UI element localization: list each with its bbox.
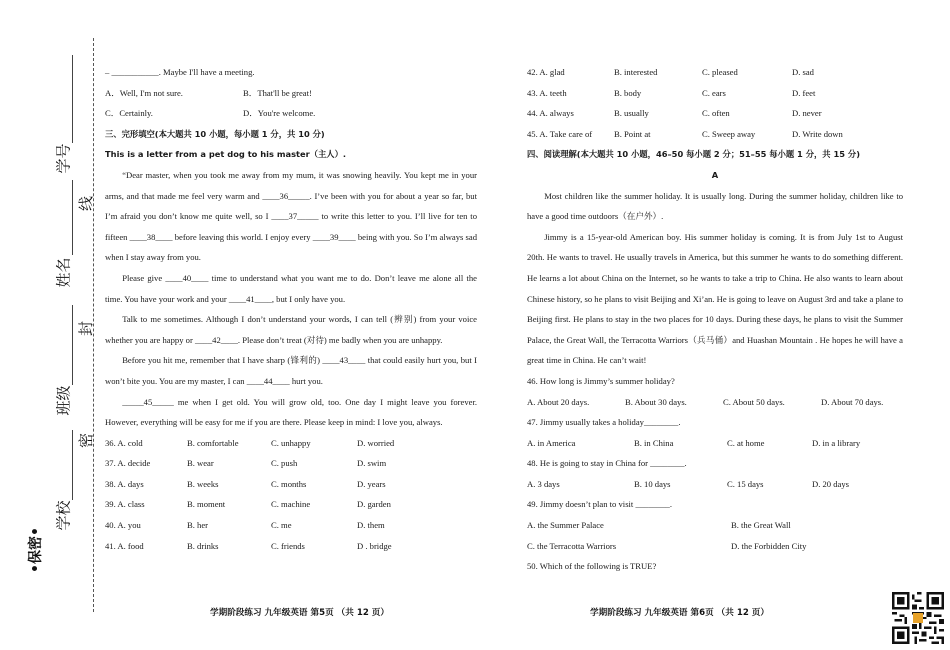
margin-seal-mi: 密 [77,432,96,449]
option-a: 43. A. teeth [527,87,567,98]
cloze-paragraph: Before you hit me, remember that I have sharp (锋利的) ____43____ that could easily hurt you, but I won’t bite you. You are my master, I can ____44____ hurt you. [105,355,477,386]
question-49-options [527,536,903,557]
option-c: C. 15 days [727,478,764,489]
option-b: B. body [614,87,642,98]
cloze-options-42 [527,62,903,83]
cloze-options-40 [105,515,477,536]
class-fill-line [72,305,73,385]
option-d: D. in a library [812,437,861,448]
option-d: D. the Forbidden City [731,540,807,551]
binding-margin [0,0,95,650]
option-b: B. her [187,520,209,531]
option-b: B. weeks [187,478,219,489]
option-a: 45. A. Take care of [527,128,593,139]
page-5-column [105,62,477,556]
option-c: C．Certainly. [105,108,153,119]
option-b: B. About 30 days. [625,396,687,407]
option-a: A. 3 days [527,478,560,489]
qr-code-icon [892,592,944,644]
option-c: C. machine [271,499,311,510]
page-5-footer: 学期阶段练习 九年级英语 第5页 （共 12 页） [210,608,389,618]
margin-seal-xian: 线 [77,195,96,212]
option-a: 40. A. you [105,520,141,531]
question-50: 50. Which of the following is TRUE? [527,561,657,572]
option-c: C. unhappy [271,437,311,448]
question-49: 49. Jimmy doesn’t plan to visit ________. [527,499,672,510]
question-48: 48. He is going to stay in China for ________. [527,458,687,469]
name-fill-line [72,180,73,255]
option-a: 44. A. always [527,108,574,119]
option-d: D. feet [792,87,816,98]
option-b: B．That'll be great! [243,87,312,98]
option-d: D. years [357,478,386,489]
option-c: C. friends [271,540,305,551]
passage-label: A [711,169,719,180]
letter-intro: This is a letter from a pet dog to his master（主人）. [105,149,347,160]
option-b: B. wear [187,458,214,469]
school-fill-line [72,430,73,500]
option-c: C. at home [727,437,765,448]
reading-paragraph: Jimmy is a 15-year-old American boy. His summer holiday is coming. It is from July 1st to August 20th. He wants to travel. He usually travels in America, but this summer he wants to do something different. He learns a lot about China on the Internet, so he wants to take a trip to China. He also wants to learn about Chinese history, so he plans to visit Beijing and Xi’an. He is going to leave on August 3rd and take a plane to Beijing first. He plans to stay in the two places for 10 days. During these days, he plans to visit the Summer Palace, the Great Wall, the Terracotta Warriors（兵马俑）and Huashan Mountain . He hopes he will have a great time in China. He can’t wait! [527,231,903,366]
option-b: B. Point at [614,128,651,139]
option-b: B. drinks [187,540,219,551]
cloze-options-36 [105,433,477,454]
question-options-row [105,83,477,104]
page-6-column [527,62,903,577]
cloze-paragraph: Please give ____40____ time to understand what you want me to do. Don’t leave me alone all the time. You have your work and your ____41____, but I only have you. [105,272,477,304]
student-no-fill-line [72,55,73,143]
page-6-footer: 学期阶段练习 九年级英语 第6页 （共 12 页） [590,608,769,618]
question-46: 46. How long is Jimmy’s summer holiday? [527,375,675,386]
margin-seal-feng: 封 [77,320,96,337]
option-d: D. 20 days [812,478,849,489]
option-a: A．Well, I'm not sure. [105,87,183,98]
section-3-title: 三、完形填空(本大题共 10 小题，每小题 1 分，共 10 分) [105,128,325,139]
option-d: D. them [357,520,385,531]
margin-class-label: 班级 [54,385,73,416]
option-d: D . bridge [357,540,392,551]
question-47-options [527,433,903,454]
option-c: C. often [702,108,730,119]
option-a: 37. A. decide [105,458,151,469]
option-d: D. About 70 days. [821,396,884,407]
margin-name-label: 姓名 [54,257,73,288]
option-b: B. usually [614,108,649,119]
option-d: D. garden [357,499,391,510]
cloze-paragraph: “Dear master, when you took me away from my mum, it was snowing heavily. You kept me in your arms, and that made me feel very warm and ____36_____. I’ve been with you for about a year so far, but I’m afraid you don’t know me quite well, so I ____37_____ to write this letter to you. I’ll live for ten to fifteen ____38____ before leaving this world. I enjoy every ____39____ being with you. So I’m always sad when I stay away from you. [105,169,477,263]
option-b: B. moment [187,499,226,510]
option-c: C. ears [702,87,726,98]
question-47: 47. Jimmy usually takes a holiday________. [527,417,681,428]
cloze-options-37 [105,453,477,474]
option-c: C. the Terracotta Warriors [527,540,617,551]
section-4-title: 四、阅读理解(本大题共 10 小题，46–50 每小题 2 分；51–55 每小题 1 分，共 15 分) [527,149,861,160]
cloze-paragraph: _____45_____ me when I get old. You will grow old, too. One day I might leave you forever. However, everything will be easy for me if you are there. Please keep in mind: I love you, always. [105,396,477,428]
option-c: C. pleased [702,67,738,77]
cloze-options-44 [527,103,903,124]
cloze-options-39 [105,494,477,515]
option-d: D. swim [357,458,387,469]
option-c: C. push [271,458,298,469]
question-49-options [527,515,903,536]
option-c: C. me [271,520,292,531]
cloze-options-41 [105,536,477,557]
option-d: D. sad [792,67,814,77]
option-d: D. never [792,108,822,119]
cloze-options-38 [105,474,477,495]
seal-cut-line [93,38,94,612]
option-b: B. comfortable [187,437,239,448]
option-a: 39. A. class [105,499,145,510]
option-a: A. About 20 days. [527,396,590,407]
option-c: C. months [271,478,307,489]
reading-paragraph: Most children like the summer holiday. It is usually long. During the summer holiday, children like to have a good time outdoors（在户外）. [527,190,903,222]
dialogue-line: – ___________. Maybe I'll have a meeting. [105,67,255,77]
option-c: C. Sweep away [702,128,756,139]
option-a: A. the Summer Palace [527,520,604,531]
option-a: 36. A. cold [105,437,143,448]
option-b: B. interested [614,67,658,77]
margin-school-label: 学校 [54,500,73,531]
cloze-options-45 [527,124,903,145]
option-b: B. 10 days [634,478,671,489]
question-options-row [105,103,477,124]
option-a: A. in America [527,437,576,448]
option-d: D. worried [357,437,395,448]
option-b: B. the Great Wall [731,520,791,531]
question-48-options [527,474,903,495]
cloze-options-43 [527,83,903,104]
option-d: D. Write down [792,128,843,139]
option-b: B. in China [634,437,674,448]
option-d: D．You're welcome. [243,108,316,119]
margin-secret-label: •保密• [27,527,44,573]
option-a: 38. A. days [105,478,144,489]
option-c: C. About 50 days. [723,396,785,407]
cloze-paragraph: Talk to me sometimes. Although I don’t understand your words, I can tell (辨别) from your voice whether you are happy or ____42____. Please don’t treat (对待) me badly when you are unhappy. [105,314,477,345]
margin-student-no-label: 学号 [54,143,73,174]
question-46-options [527,392,903,413]
option-a: 42. A. glad [527,67,565,77]
option-a: 41. A. food [105,540,144,551]
